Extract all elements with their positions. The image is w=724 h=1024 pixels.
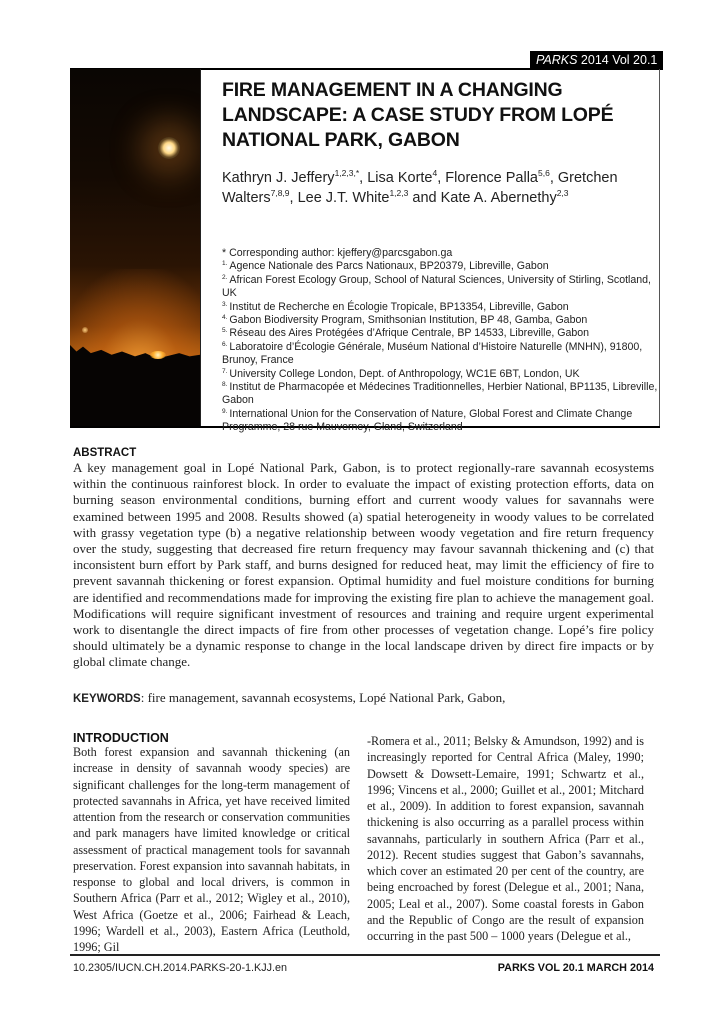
body-column-left: Both forest expansion and savannah thickening (an increase in density of savannah woody species) are significant challenges for the long-term management of protected savannahs in Africa, yet have received limited attention from the research or conservation communities and park managers have limited knowledge or critical assessment of practical management tools for savannah preservation. Forest expansion into savannah habitats, in response to global and local drivers, is common in Southern Africa (Parr et al., 2012; Wigley et al., 2010), West Africa (Goetze et al., 2006; Fairhead & Leach, 1996; Wardell et al., 2003), Eastern Africa (Leuthold, 1996; Gil	[73, 745, 350, 954]
author: Lisa Korte$^4$,	[367, 168, 446, 186]
fire-spot	[82, 327, 88, 333]
journal-issue: 2014 Vol 20.1	[577, 53, 658, 67]
moon	[158, 137, 180, 159]
keywords	[73, 690, 654, 706]
author: Gretchen Walters$^{7,8,9}$,	[222, 170, 618, 206]
fire-spot	[150, 351, 166, 359]
keywords-text: : fire management, savannah ecosystems, Lopé National Park, Gabon,	[140, 690, 506, 705]
corresponding-author: * Corresponding author: kjeffery@parcsgabon.ga	[222, 247, 453, 259]
abstract-heading: ABSTRACT	[73, 447, 137, 459]
article-title: FIRE MANAGEMENT IN A CHANGING LANDSCAPE: A CASE STUDY FROM LOPÉ NATIONAL PARK, GABON	[222, 79, 614, 151]
journal-badge	[530, 51, 663, 70]
author-list	[222, 169, 652, 208]
body-column-right: -Romera et al., 2011; Belsky & Amundson, 1992) and is increasingly reported for Central Africa (Maley, 1990; Dowsett & Dowsett-Lemaire, 1991; Schwartz et al., 1996; Vincens et al., 2000; Guillet et al., 2001; Mitchard et al., 2009). In addition to forest expansion, savannah thickening is also occurring as a parallel process within savannahs, particularly in southern Africa (Parr et al., 2012). Recent studies suggest that Gabon’s savannahs, which cover an estimated 20 per cent of the country, are being encroached by forest (Delegue et al., 2001; Nana, 2005; Leal et al., 2007). Some coastal forests in Gabon and the Republic of Congo are the result of expansion occurring in the past 500 – 1000 years (Delegue et al.,	[367, 734, 644, 943]
affiliation: $^{3.}$ Institut de Recherche en Écologie Tropicale, BP13354, Libreville, Gabon	[222, 300, 569, 313]
journal-name: PARKS	[536, 53, 578, 67]
affiliation: $^{9.}$ International Union for the Conservation of Nature, Global Forest and Climate Change Programme, 28 rue Mauverney, Gland, Switzerland	[222, 407, 633, 434]
affiliation: $^{6.}$ Laboratoire d’Écologie Générale, Muséum National d’Histoire Naturelle (MNHN), 91800, Brunoy, France	[222, 340, 643, 367]
tree-silhouette	[70, 345, 200, 426]
footer-rule	[70, 954, 660, 956]
keywords-label: KEYWORDS	[73, 693, 141, 705]
introduction-heading: INTRODUCTION	[73, 731, 169, 745]
author: Kathryn J. Jeffery$^{1,2,3,*}$,	[222, 168, 368, 186]
affiliation: $^{2.}$ African Forest Ecology Group, School of Natural Sciences, University of Stirling, Scotland, UK	[222, 273, 652, 300]
footer-journal-info: PARKS VOL 20.1 MARCH 2014	[497, 962, 654, 974]
affiliation: $^{1.}$ Agence Nationale des Parcs Nationaux, BP20379, Libreville, Gabon	[222, 260, 549, 273]
affiliation: $^{4.}$ Gabon Biodiversity Program, Smithsonian Institution, BP 48, Gamba, Gabon	[222, 314, 588, 327]
abstract-text: A key management goal in Lopé National Park, Gabon, is to protect regionally-rare savannah ecosystems within the continuous rainforest block. In order to evaluate the impact of existing protection efforts, data on burning season environmental conditions, burning effort and current woody values for savannahs were examined between 1995 and 2008. Results showed (a) spatial heterogeneity in woody values to be correlated with grassy vegetation type (b) a negative relationship between woody vegetation and fire return frequency over the study, suggesting that decreased fire return frequency may favour savannah thickening and (c) that inconsistent burn effort by Park staff, and burns designed for reduced heat, may limit the efficiency of fire to prevent savannah thickening or forest expansion. Optimal humidity and fuel moisture conditions for burning are identified and recommendations made for improving the existing fire plan to achieve the management goal. Modifications will require significant investment of resources and training and require urgent experimental work to disentangle the direct impacts of fire from other processes of vegetation change. Lopé’s fire policy should ultimately be a dynamic response to change in the local landscape driven by direct fire impacts or by global climate change.	[73, 460, 654, 670]
affiliation: $^{8.}$ Institut de Pharmacopée et Médecines Traditionnelles, Herbier National, BP1135, Libreville, Gabon	[222, 381, 658, 407]
affiliation: $^{5.}$ Réseau des Aires Protégées d’Afrique Centrale, BP 14533, Libreville, Gabon	[222, 327, 590, 340]
doi-link[interactable]: 10.2305/IUCN.CH.2014.PARKS-20-1.KJJ.en	[73, 962, 288, 974]
affiliations	[222, 247, 658, 435]
cover-photo	[70, 69, 200, 426]
box-rule-right	[659, 69, 660, 427]
author: Lee J.T. White$^{1,2,3}$ and	[297, 187, 441, 206]
author: Florence Palla$^{5,6}$,	[445, 168, 558, 186]
affiliation: $^{7.}$ University College London, Dept. of Anthropology, WC1E 6BT, London, UK	[222, 367, 580, 380]
author: Kate A. Abernethy$^{2,3}$	[440, 187, 569, 206]
